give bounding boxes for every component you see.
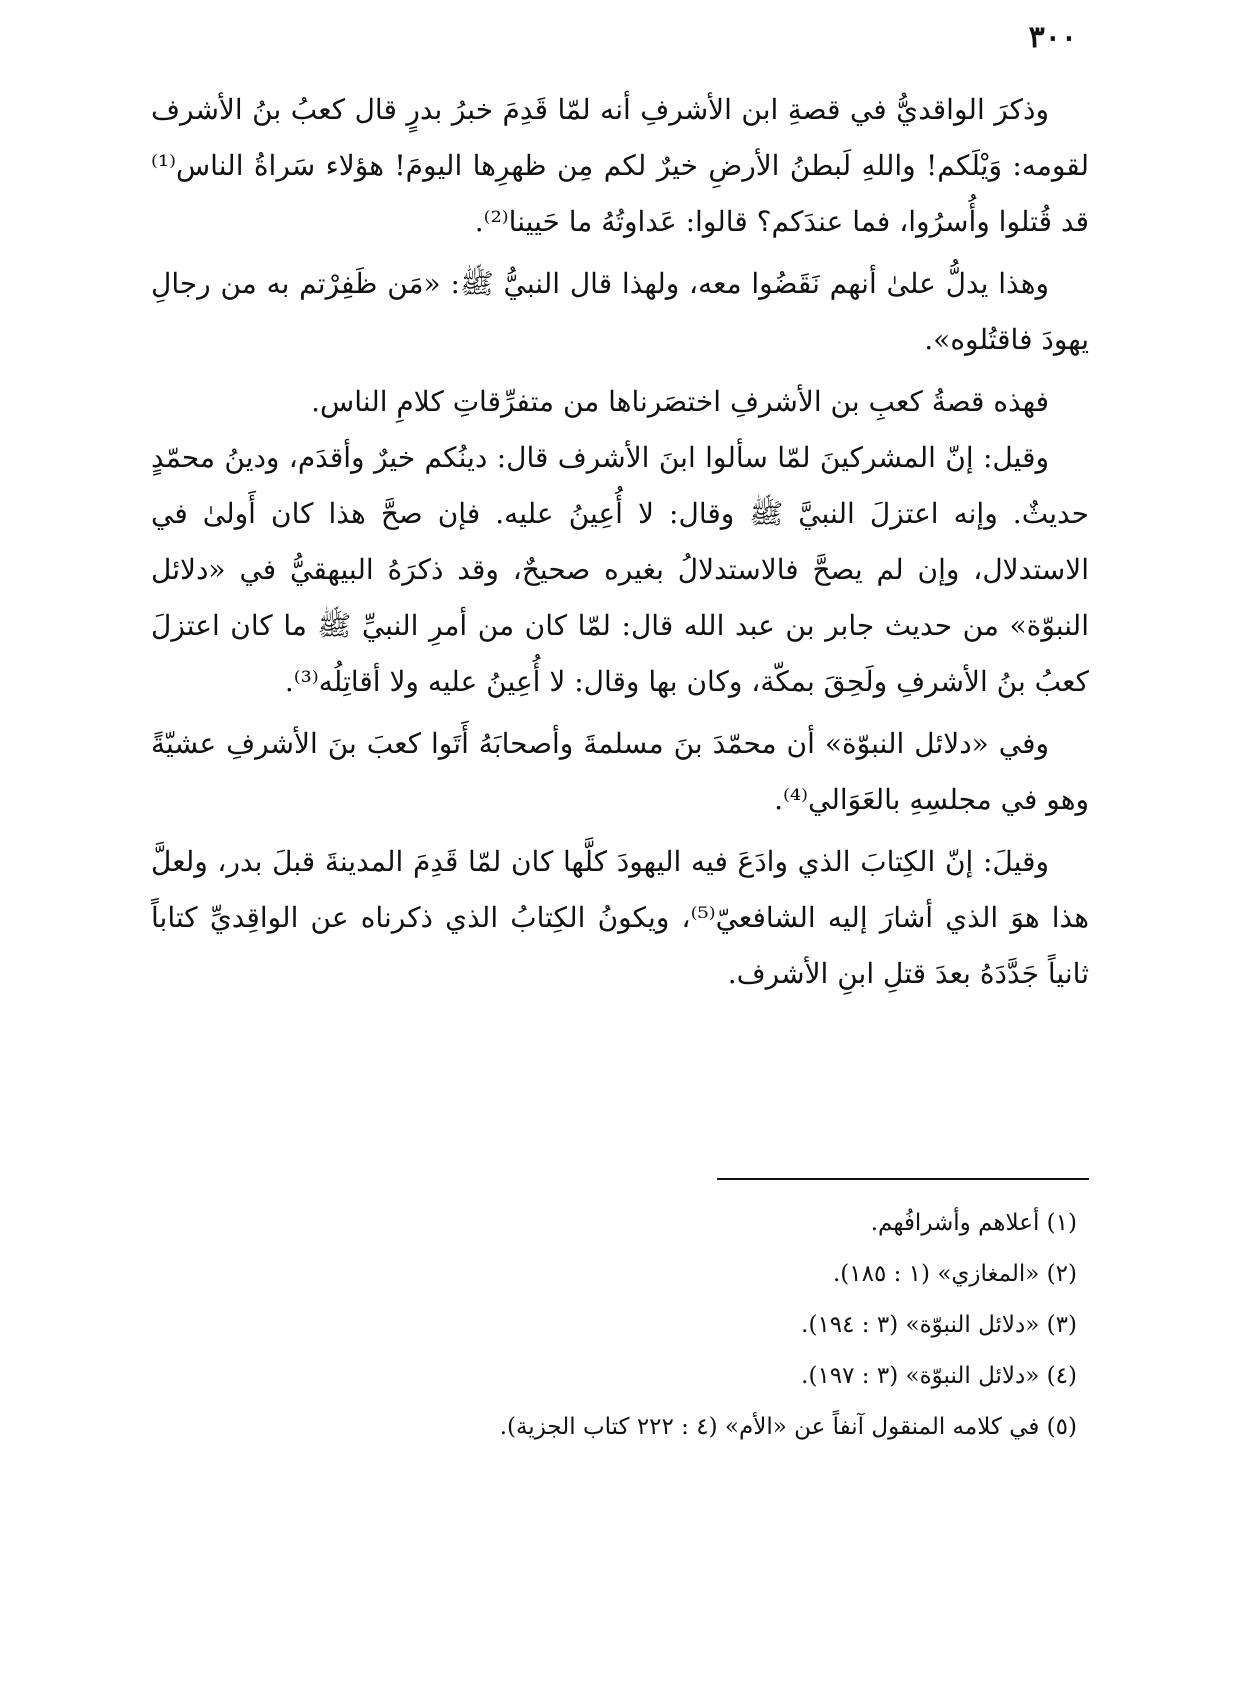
paragraph-2: وهذا يدلُّ علىٰ أنهم نَقَضُوا معه، ولهذا قال النبيُّ ﷺ: «مَن ظَفِرْتم به من رجالِ يهودَ فاقتُلوه». <box>151 267 1089 356</box>
footnote-2: (٢) «المغازي» (١ : ١٨٥). <box>832 1261 1077 1287</box>
footnote-divider <box>717 1178 1089 1180</box>
paragraph-6: وقيلَ: إنّ الكِتابَ الذي وادَعَ فيه اليهودَ كلَّها كان لمّا قَدِمَ المدينةَ قبلَ بدر، ولعلَّ هذا هوَ الذي أشارَ إليه الشافعيّ⁽⁵⁾، ويكونُ الكِتابُ الذي ذكرناه عن الواقِديِّ كتاباً ثانياً جَدَّدَهُ بعدَ قتلِ ابنِ الأشرف. <box>151 845 1090 990</box>
footnotes <box>151 1200 1077 1455</box>
footnote-4: (٤) «دلائل النبوّة» (٣ : ١٩٧). <box>801 1363 1077 1389</box>
page-number: ٣٠٠ <box>1028 20 1077 55</box>
paragraph-3: فهذه قصةُ كعبِ بن الأشرفِ اختصَرناها من متفرِّقاتِ كلامِ الناس. <box>311 385 1049 418</box>
paragraph-4: وقيل: إنّ المشركينَ لمّا سألوا ابنَ الأشرف قال: دينُكم خيرٌ وأقدَم، ودينُ محمّدٍ حديثٌ. وإنه اعتزلَ النبيَّ ﷺ وقال: لا أُعِينُ عليه. فإن صحَّ هذا كان أَولىٰ في الاستدلال، وإن لم يصحَّ فالاستدلالُ بغيره صحيحٌ، وقد ذكرَهُ البيهقيُّ في «دلائل النبوّة» من حديث جابر بن عبد الله قال: لمّا كان من أمرِ النبيِّ ﷺ ما كان اعتزلَ كعبُ بنُ الأشرفِ ولَحِقَ بمكّة، وكان بها وقال: لا أُعِينُ عليه ولا أقاتِلُه⁽³⁾. <box>151 441 1089 698</box>
main-text <box>151 82 1089 1008</box>
footnote-3: (٣) «دلائل النبوّة» (٣ : ١٩٤). <box>801 1312 1077 1338</box>
paragraph-5: وفي «دلائل النبوّة» أن محمّدَ بنَ مسلمةَ وأصحابَهُ أَتَوا كعبَ بنَ الأشرفِ عشيّةً وهو في مجلسِهِ بالعَوَالي⁽⁴⁾. <box>151 727 1089 816</box>
footnote-1: (١) أعلاهم وأشرافُهم. <box>870 1210 1077 1236</box>
paragraph-1: وذكرَ الواقديُّ في قصةِ ابن الأشرفِ أنه لمّا قَدِمَ خبرُ بدرٍ قال كعبُ بنُ الأشرف لقومه: وَيْلَكم! واللهِ لَبطنُ الأرضِ خيرٌ لكم مِن ظهرِها اليومَ! هؤلاء سَراةُ الناس⁽¹⁾ قد قُتلوا وأُسرُوا، فما عندَكم؟ قالوا: عَداوتُهُ ما حَيينا⁽²⁾. <box>151 93 1089 238</box>
footnote-5: (٥) في كلامه المنقول آنفاً عن «الأم» (٤ : ٢٢٢ كتاب الجزية). <box>499 1414 1077 1440</box>
